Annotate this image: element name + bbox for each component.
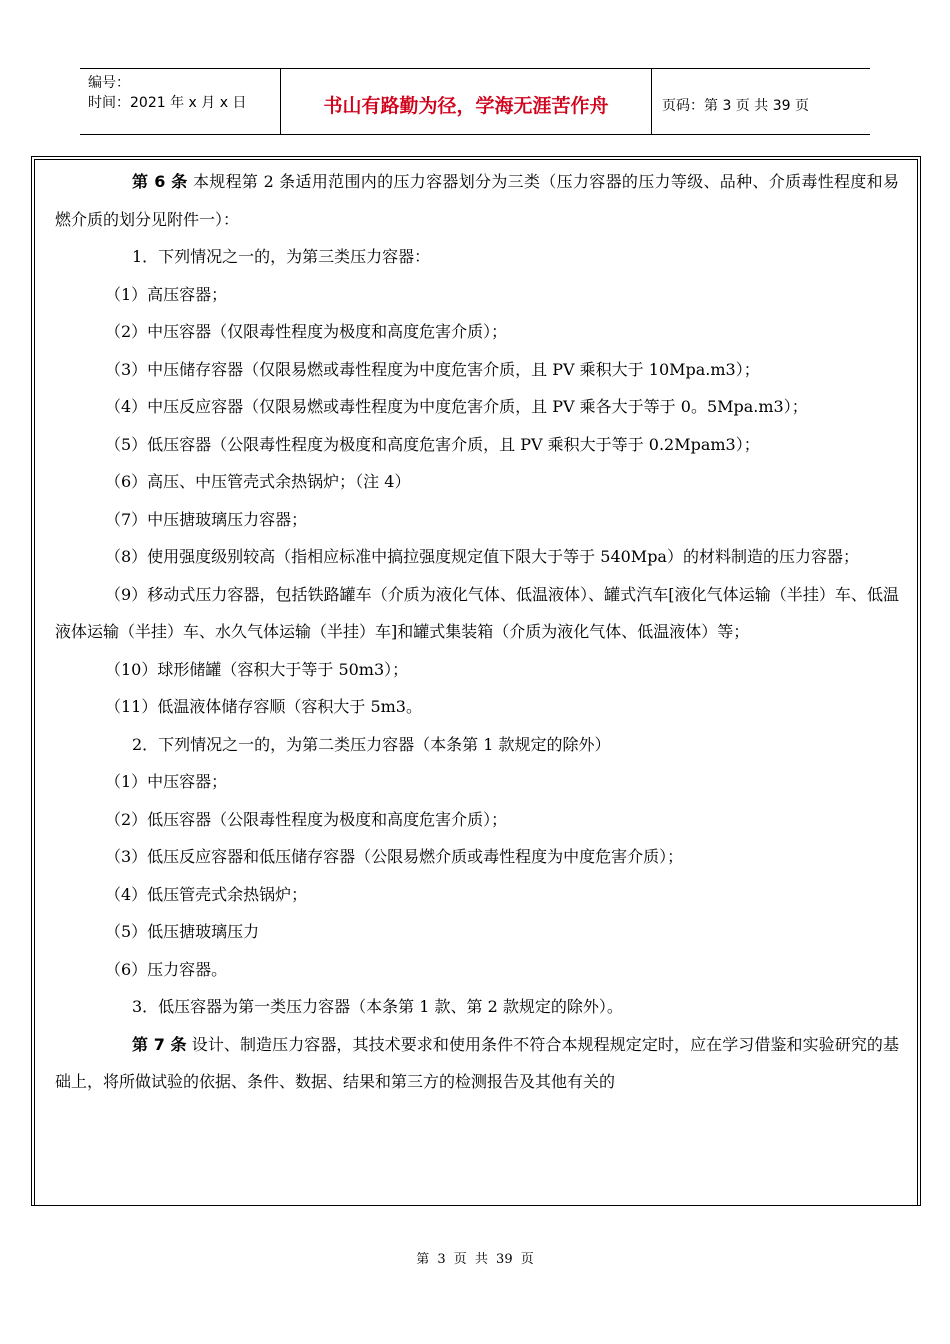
list-item: （7）中压搪玻璃压力容器； — [105, 509, 308, 529]
document-number-label: 编号： — [88, 75, 130, 91]
article-6-intro-text: 本规程第 2 条适用范围内的压力容器划分为三类（压力容器的压力等级、品种、介质毒性程度和易燃介质的划分见附件一）： — [55, 172, 899, 229]
list-item: （3）低压反应容器和低压储存容器（公限易燃介质或毒性程度为中度危害介质）； — [105, 847, 684, 866]
list-item: （5）低压搪玻璃压力 — [105, 922, 260, 941]
list-item: （2）低压容器（公限毒性程度为极度和高度危害介质）； — [105, 809, 508, 829]
list-item: （1）高压容器； — [105, 284, 228, 304]
article-7-text: 设计、制造压力容器，其技术要求和使用条件不符合本规程规定定时，应在学习借鉴和实验研究的基础上，将所做试验的依据、条件、数据、结果和第三方的检测报告及其他有关的 — [55, 1034, 899, 1091]
article-6-section-1-list — [55, 276, 899, 726]
header-table — [80, 68, 870, 135]
header-page-label: 页码：第 3 页 共 39 页 — [662, 97, 809, 114]
header-left-cell — [80, 69, 280, 134]
list-item: （6）压力容器。 — [105, 959, 228, 979]
content-frame — [31, 156, 921, 1206]
list-item: （10）球形储罐（容积大于等于 50m3）； — [105, 659, 409, 679]
article-6-section-2-title: 2．下列情况之一的，为第二类压力容器（本条第 1 款规定的除外） — [132, 734, 611, 754]
list-item: （8）使用强度级别较高（指相应标准中搞拉强度规定值下限大于等于 540Mpa）的材料制造的压力容器； — [105, 547, 859, 566]
article-6-section-3-title: 3．低压容器为第一类压力容器（本条第 1 款、第 2 款规定的除外）。 — [132, 997, 623, 1016]
article-7-paragraph — [55, 1026, 899, 1101]
list-item: （3）中压储存容器（仅限易燃或毒性程度为中度危害介质，且 PV 乘积大于 10Mpa.m3）； — [105, 359, 760, 379]
page-footer: 第 3 页 共 39 页 — [416, 1252, 534, 1267]
list-item: （6）高压、中压管壳式余热锅炉；（注 4） — [105, 472, 411, 491]
document-body — [55, 163, 899, 1101]
list-item: （2）中压容器（仅限毒性程度为极度和高度危害介质）； — [105, 322, 508, 341]
header-motto: 书山有路勤为径，学海无涯苦作舟 — [280, 69, 652, 134]
list-item: （9）移动式压力容器，包括铁路罐车（介质为液化气体、低温液体）、罐式汽车[液化气体运输（半挂）车、低温液体运输（半挂）车、水久气体运输（半挂）车]和罐式集装箱（介质为液化气体、低温液体）等； — [55, 584, 899, 641]
list-item: （11）低温液体储存容顺（容积大于 5m3。 — [105, 697, 422, 716]
article-6-section-1-title: 1．下列情况之一的，为第三类压力容器： — [132, 247, 431, 266]
list-item: （4）低压管壳式余热锅炉； — [105, 884, 308, 904]
document-time-label: 时间：2021 年 x 月 x 日 — [88, 95, 247, 111]
list-item: （4）中压反应容器（仅限易燃或毒性程度为中度危害介质，且 PV 乘各大于等于 0。5Mpa.m3）； — [105, 397, 808, 416]
list-item: （1）中压容器； — [105, 772, 228, 791]
article-6-intro — [55, 163, 899, 238]
article-7-label: 第 7 条 — [132, 1034, 187, 1054]
article-6-label: 第 6 条 — [132, 172, 188, 191]
list-item: （5）低压容器（公限毒性程度为极度和高度危害介质，且 PV 乘积大于等于 0.2Mpam3）； — [105, 434, 760, 454]
article-6-section-2-list — [55, 763, 899, 988]
